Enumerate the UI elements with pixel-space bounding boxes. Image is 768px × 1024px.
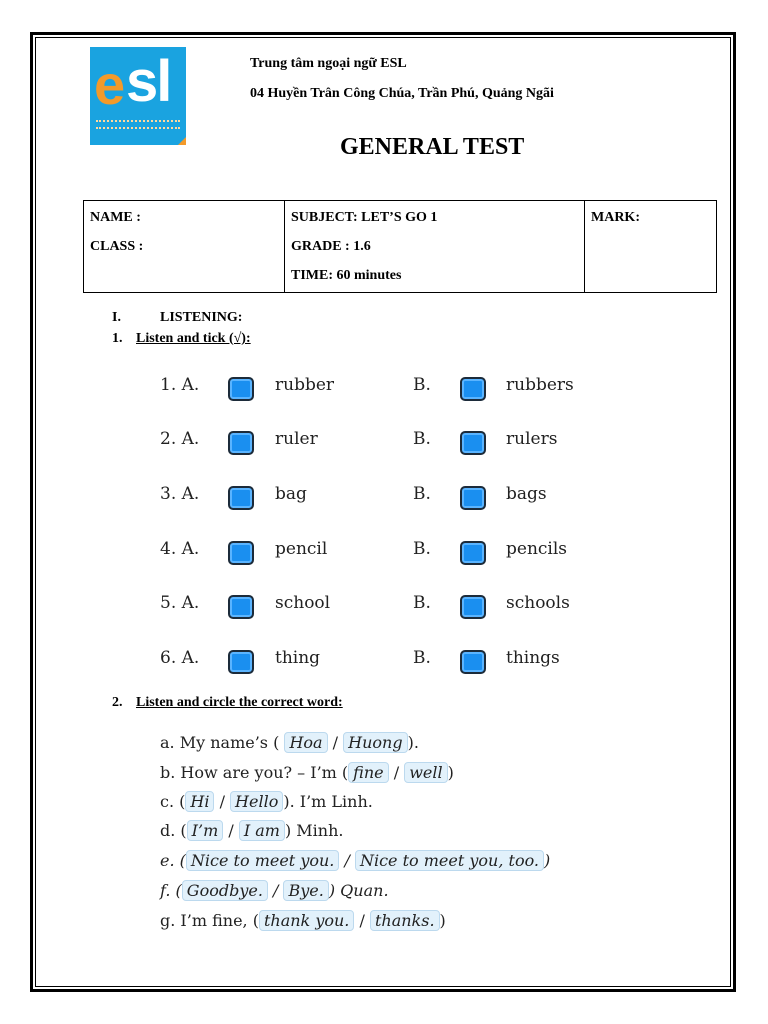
option-separator: /: [228, 821, 234, 840]
option-2[interactable]: Nice to meet you, too.: [355, 850, 544, 871]
option-a-word: thing: [275, 648, 321, 668]
option-2[interactable]: well: [404, 762, 447, 783]
grade-label: GRADE : 1.6: [291, 239, 371, 254]
sentence-d: [160, 820, 343, 841]
checkbox-a[interactable]: [228, 377, 254, 401]
tick-row: [0, 539, 768, 569]
row-number: 1. A.: [160, 375, 200, 395]
option-2[interactable]: I am: [239, 820, 285, 841]
option-separator: /: [332, 733, 339, 752]
mark-cell: [585, 201, 717, 293]
option-b-label: B.: [413, 484, 431, 504]
checkbox-b[interactable]: [460, 431, 486, 455]
row-number: 4. A.: [160, 539, 200, 559]
task2-title: Listen and circle the correct word:: [136, 695, 343, 710]
option-1[interactable]: Goodbye.: [182, 880, 268, 901]
sentence-c: [160, 791, 373, 812]
option-b-label: B.: [413, 539, 431, 559]
logo-letter-e: e: [94, 53, 126, 116]
tick-row: [0, 429, 768, 459]
option-1[interactable]: Nice to meet you.: [186, 850, 339, 871]
sentence-letter: g.: [160, 911, 176, 930]
option-b-label: B.: [413, 375, 431, 395]
option-b-word: bags: [506, 484, 547, 504]
esl-logo: [90, 47, 186, 145]
option-a-word: school: [275, 593, 331, 613]
option-b-word: schools: [506, 593, 570, 613]
row-number: 3. A.: [160, 484, 200, 504]
sentence-letter: b.: [160, 763, 176, 782]
section-title: LISTENING:: [160, 310, 243, 325]
checkbox-a[interactable]: [228, 650, 254, 674]
sentence-suffix: ).: [407, 733, 419, 752]
option-1[interactable]: Hi: [185, 791, 214, 812]
option-2[interactable]: Huong: [343, 732, 407, 753]
checkbox-b[interactable]: [460, 650, 486, 674]
sentence-prefix: (: [179, 851, 186, 870]
class-label: CLASS :: [90, 239, 144, 254]
option-separator: /: [273, 881, 279, 900]
option-2[interactable]: Bye.: [283, 880, 328, 901]
option-a-word: pencil: [275, 539, 328, 559]
option-2[interactable]: thanks.: [370, 910, 440, 931]
option-a-word: rubber: [275, 375, 335, 395]
option-separator: /: [219, 792, 225, 811]
center-name: Trung tâm ngoại ngữ ESL: [250, 56, 407, 71]
checkbox-a[interactable]: [228, 431, 254, 455]
checkbox-b[interactable]: [460, 486, 486, 510]
checkbox-a[interactable]: [228, 595, 254, 619]
option-b-word: pencils: [506, 539, 568, 559]
sentence-suffix: ) Minh.: [284, 821, 344, 840]
option-b-label: B.: [413, 593, 431, 613]
option-2[interactable]: Hello: [230, 791, 283, 812]
option-separator: /: [359, 911, 365, 930]
sentence-b: [160, 762, 454, 783]
checkbox-a[interactable]: [228, 486, 254, 510]
option-1[interactable]: fine: [348, 762, 388, 783]
sentence-letter: f.: [160, 881, 171, 900]
checkbox-b[interactable]: [460, 541, 486, 565]
name-label: NAME :: [90, 210, 141, 225]
sentence-prefix: I’m fine, (: [180, 911, 259, 930]
option-a-word: bag: [275, 484, 307, 504]
logo-dotted-line: [96, 127, 180, 131]
option-a-word: ruler: [275, 429, 318, 449]
option-1[interactable]: I’m: [187, 820, 224, 841]
time-label: TIME: 60 minutes: [291, 268, 402, 283]
tick-row: [0, 375, 768, 405]
section-number: I.: [112, 310, 121, 325]
sentence-letter: e.: [160, 851, 175, 870]
option-b-word: rulers: [506, 429, 558, 449]
tick-row: [0, 484, 768, 514]
option-b-label: B.: [413, 648, 431, 668]
sentence-letter: c.: [160, 792, 175, 811]
checkbox-a[interactable]: [228, 541, 254, 565]
name-class-cell: [84, 201, 285, 293]
sentence-letter: a.: [160, 733, 175, 752]
row-number: 2. A.: [160, 429, 200, 449]
sentence-prefix: How are you? – I’m (: [180, 763, 349, 782]
task2-number: 2.: [112, 695, 123, 710]
task1-title: Listen and tick (√):: [136, 331, 251, 346]
sentence-g: [160, 910, 446, 931]
sentence-f: [160, 880, 389, 901]
subject-label: SUBJECT: LET’S GO 1: [291, 210, 438, 225]
option-b-label: B.: [413, 429, 431, 449]
row-number: 5. A.: [160, 593, 200, 613]
sentence-prefix: (: [179, 792, 186, 811]
option-1[interactable]: thank you.: [259, 910, 354, 931]
tick-row: [0, 648, 768, 678]
center-address: 04 Huyền Trân Công Chúa, Trần Phú, Quảng Ngãi: [250, 86, 554, 101]
logo-dotted-line: [96, 120, 180, 124]
sentence-prefix: (: [180, 821, 187, 840]
sentence-suffix: ): [439, 911, 446, 930]
logo-corner-mark: [178, 137, 186, 145]
checkbox-b[interactable]: [460, 377, 486, 401]
subject-cell: [285, 201, 585, 293]
task1-number: 1.: [112, 331, 123, 346]
checkbox-b[interactable]: [460, 595, 486, 619]
page-title: GENERAL TEST: [340, 134, 525, 160]
sentence-suffix: ). I’m Linh.: [283, 792, 373, 811]
option-b-word: things: [506, 648, 560, 668]
mark-label: MARK:: [591, 210, 640, 225]
sentence-suffix: ): [544, 851, 551, 870]
option-separator: /: [393, 763, 400, 782]
tick-row: [0, 593, 768, 623]
sentence-e: [160, 850, 550, 871]
sentence-letter: d.: [160, 821, 176, 840]
sentence-prefix: My name’s (: [179, 733, 280, 752]
logo-letters-sl: sl: [126, 49, 171, 114]
sentence-suffix: ): [447, 763, 454, 782]
sentence-prefix: (: [175, 881, 182, 900]
option-1[interactable]: Hoa: [284, 732, 327, 753]
option-b-word: rubbers: [506, 375, 574, 395]
student-info-table: [83, 200, 717, 293]
option-separator: /: [344, 851, 350, 870]
row-number: 6. A.: [160, 648, 200, 668]
sentence-suffix: ) Quan.: [328, 881, 389, 900]
sentence-a: [160, 732, 419, 753]
